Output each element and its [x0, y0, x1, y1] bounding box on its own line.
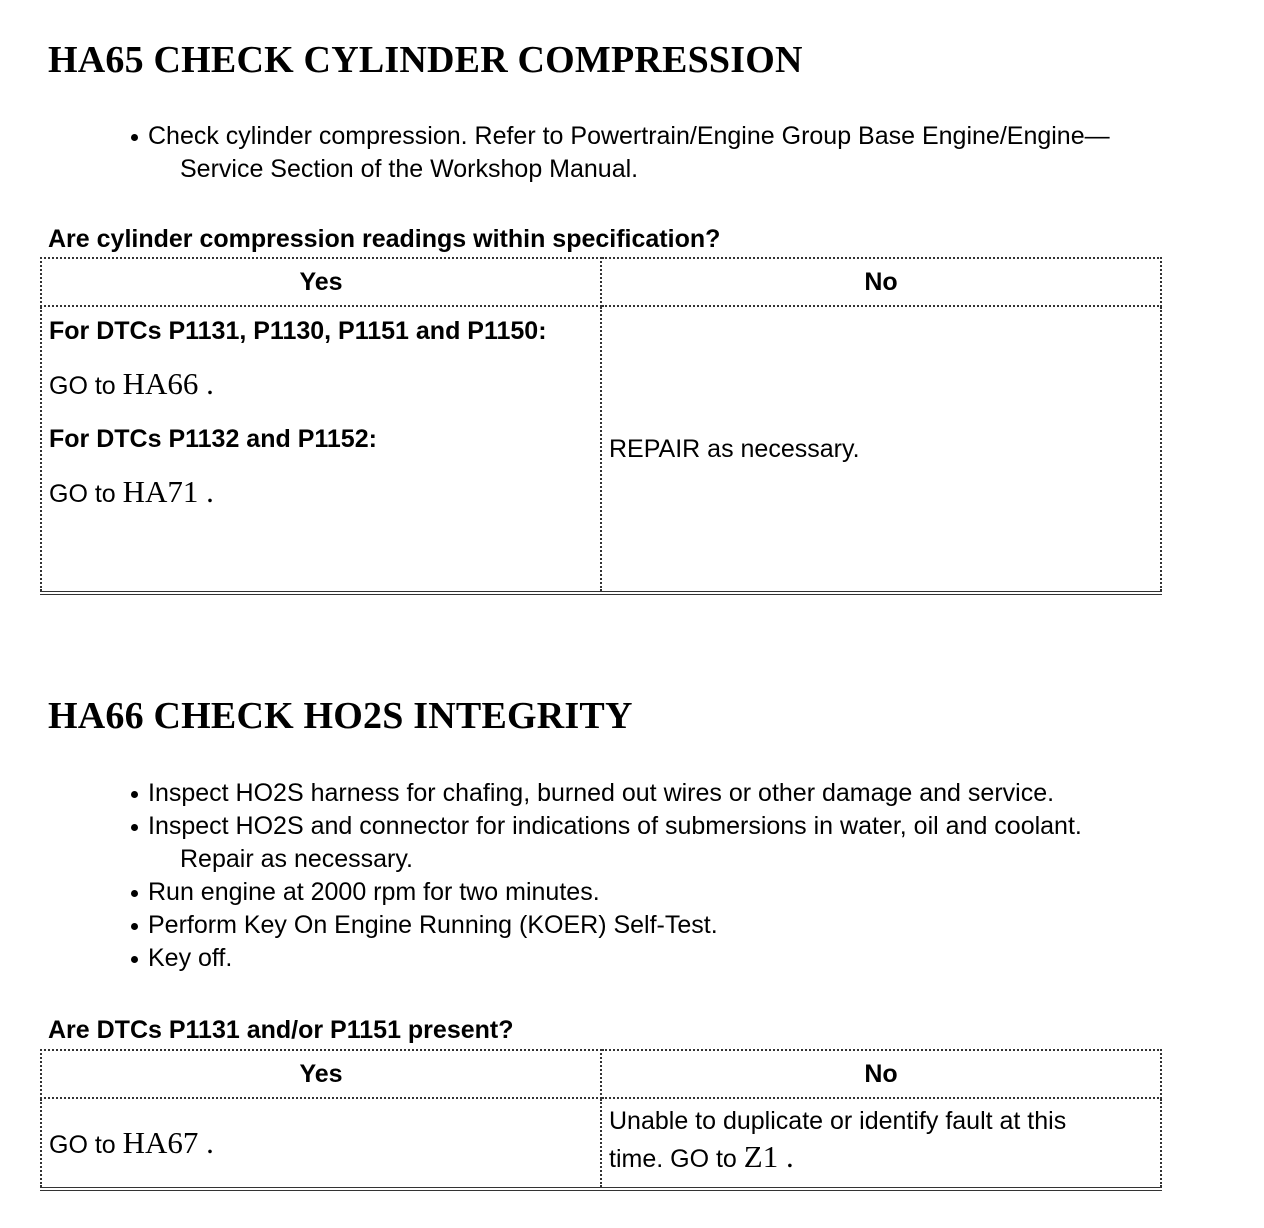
yes-cell: GO to HA67 . — [41, 1098, 601, 1189]
question-ha66: Are DTCs P1131 and/or P1151 present? — [48, 1016, 514, 1044]
no-cell — [601, 306, 1161, 593]
step-link-ha66[interactable]: HA66 — [122, 366, 199, 401]
goto-label: GO to — [49, 1131, 116, 1159]
list-item — [130, 876, 1082, 909]
no-cell — [601, 1098, 1161, 1189]
goto-line: time. GO to Z1 . — [609, 1139, 794, 1174]
section-title-ha66: HA66 CHECK HO2S INTEGRITY — [48, 695, 633, 737]
goto-line: GO to HA66 . — [49, 366, 214, 401]
goto-label: GO to — [49, 372, 116, 400]
bullet-continuation: Service Section of the Workshop Manual. — [180, 155, 639, 183]
no-action-text: REPAIR as necessary. — [609, 434, 860, 463]
step-link-z1[interactable]: Z1 — [743, 1139, 779, 1174]
bullet-text: Inspect HO2S harness for chafing, burned out wires or other damage and service. — [148, 779, 1055, 807]
section-title-ha65: HA65 CHECK CYLINDER COMPRESSION — [48, 39, 803, 81]
list-item — [130, 909, 1082, 942]
list-item — [130, 777, 1082, 810]
dtc-heading: For DTCs P1132 and P1152: — [49, 425, 377, 453]
ha65-instructions — [130, 120, 1110, 186]
bullet-text: Inspect HO2S and connector for indications of submersions in water, oil and coolant. — [148, 812, 1082, 840]
step-link-ha71[interactable]: HA71 — [122, 474, 199, 509]
goto-label: GO to — [49, 480, 116, 508]
question-ha65: Are cylinder compression readings within specification? — [48, 225, 721, 253]
dtc-heading: For DTCs P1131, P1130, P1151 and P1150: — [49, 317, 547, 345]
decision-table-ha66 — [40, 1049, 1162, 1191]
list-item — [130, 120, 1110, 186]
bullet-text: Check cylinder compression. Refer to Powertrain/Engine Group Base Engine/Engine— — [148, 122, 1110, 150]
decision-table-ha65 — [40, 257, 1162, 595]
column-header-no: No — [601, 1050, 1161, 1098]
no-action-text: Unable to duplicate or identify fault at this — [609, 1107, 1067, 1135]
goto-line: GO to HA71 . — [49, 474, 214, 509]
list-item — [130, 942, 1082, 975]
ha66-instructions — [130, 777, 1082, 975]
bullet-text: Key off. — [148, 944, 233, 972]
step-link-ha67[interactable]: HA67 — [122, 1125, 199, 1160]
list-item — [130, 810, 1082, 876]
yes-cell — [41, 306, 601, 593]
bullet-text: Run engine at 2000 rpm for two minutes. — [148, 878, 600, 906]
goto-label: time. GO to — [609, 1145, 737, 1173]
column-header-yes: Yes — [41, 258, 601, 306]
column-header-no: No — [601, 258, 1161, 306]
bullet-continuation: Repair as necessary. — [180, 845, 413, 873]
column-header-yes: Yes — [41, 1050, 601, 1098]
bullet-text: Perform Key On Engine Running (KOER) Self-Test. — [148, 911, 718, 939]
